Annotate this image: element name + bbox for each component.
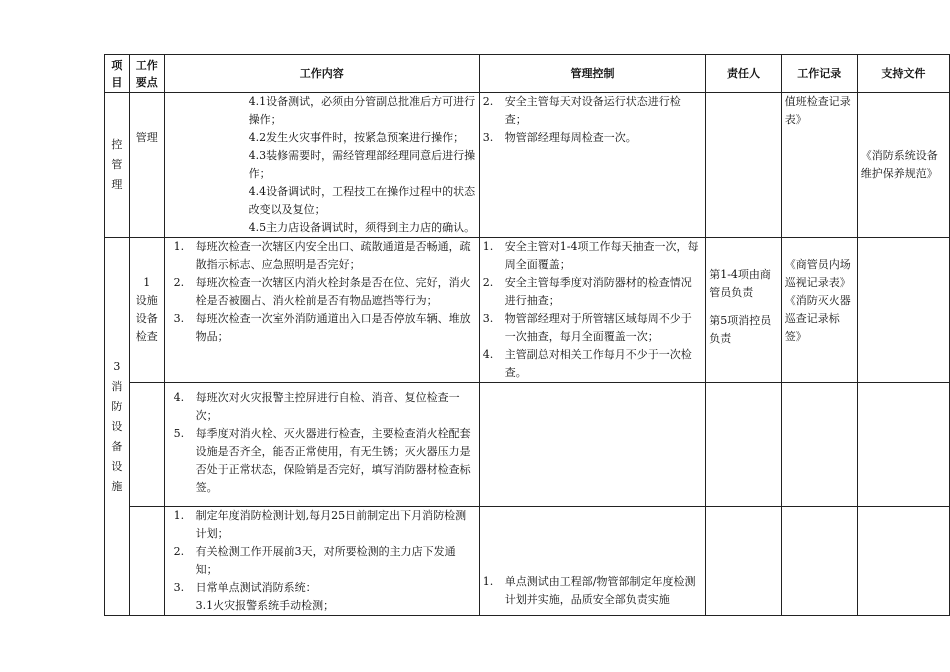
work-point-cell [129,93,164,238]
work-point-cell [129,383,164,507]
item-number: 2. [482,95,494,108]
work-record-cell [781,238,857,383]
item-number: 4. [482,348,494,361]
item-number: 1. [482,240,494,253]
list-item [483,129,702,147]
item-text: 每班次检查一次辖区内消火栓封条是否在位、完好，消火栓是否被圈占、消火栓前是否有物品遮挡等行为； [195,276,471,307]
list-item [483,346,702,382]
content-line: 4.4设备调试时，工程技工在操作过程中的状态改变以及复位； [248,185,476,216]
header-support-document: 支持文件 [857,55,949,93]
table-row-facility-check [105,238,950,383]
work-content-cell [164,383,479,507]
support-document-text: 《消防系统设备维护保养规范》 [860,149,938,180]
management-control-cell [479,93,705,238]
item-text: 制定年度消防检测计划,每月25日前制定出下月消防检测计划； [195,509,467,540]
item-number: 2. [173,276,185,289]
management-control-cell [479,383,705,507]
support-document-cell [857,93,949,238]
list-item [483,274,702,310]
management-control-cell [479,507,705,616]
list-item [174,310,476,346]
item-text: 物管部经理对于所管辖区域每周不少于一次抽查，每月全面覆盖一次； [504,312,692,343]
item-text: 有关检测工作开展前3天，对所要检测的主力店下发通知； [195,545,456,576]
item-number: 5. [173,427,185,440]
work-record-cell [781,507,857,616]
item-text: 物管部经理每周检查一次。 [504,131,637,144]
item-text: 每班次对火灾报警主控屏进行自检、消音、复位检查一次； [195,391,460,422]
responsible-text: 第1-4项由商管员负责 [709,268,771,299]
work-record-text: 值班检查记录表》 [784,95,851,126]
list-item [174,543,476,579]
list-item [174,579,476,597]
project-cell-fire-equipment [105,238,130,616]
project-label: 3 消防设备设施 [111,359,123,493]
header-work-point: 工作要点 [129,55,164,93]
work-content-cell [164,238,479,383]
item-number: 1. [173,240,185,253]
table-row-fire-alarm-check [105,383,950,507]
header-work-record: 工作记录 [781,55,857,93]
table-row-fire-detection [105,507,950,616]
work-point-label: 管理 [135,131,158,144]
table-row-management [105,93,950,238]
project-label: 控管理 [111,138,123,191]
work-content-cell [164,93,479,238]
work-point-cell [129,507,164,616]
item-number: 2. [173,545,185,558]
item-number: 1. [173,509,185,522]
list-item [174,238,476,274]
header-responsible-person: 责任人 [706,55,782,93]
support-document-cell [857,383,949,507]
work-record-cell [781,93,857,238]
content-line: 4.3装修需要时，需经管理部经理同意后进行操作； [248,149,476,180]
work-record-cell [781,383,857,507]
responsible-cell [706,383,782,507]
item-text: 每班次检查一次室外消防通道出入口是否停放车辆、堆放物品； [195,312,471,343]
item-text: 每季度对消火栓、灭火器进行检查，主要检查消火栓配套设施是否齐全，能否正常使用，有无生锈；灭火器压力是否处于正常状态，保险销是否完好，填写消防器材检查标签。 [195,427,471,494]
project-cell-control-management [105,93,130,238]
header-row [105,55,950,93]
content-line: 4.5主力店设备调试时，须得到主力店的确认。 [248,221,476,234]
item-text: 日常单点测试消防系统： [195,581,317,594]
support-document-cell [857,507,949,616]
list-item [174,274,476,310]
item-number: 2. [482,276,494,289]
responsible-cell [706,507,782,616]
list-item [174,507,476,543]
sub-item-text: 3.1火灾报警系统手动检测； [195,599,335,612]
item-number: 1. [482,575,494,588]
support-document-cell [857,238,949,383]
work-point-label: 1 设施设备检查 [135,276,158,343]
work-point-cell [129,238,164,383]
item-number: 3. [173,312,185,325]
item-text: 安全主管每季度对消防器材的检查情况进行抽查； [504,276,692,307]
item-text: 每班次检查一次辖区内安全出口、疏散通道是否畅通，疏散指示标志、应急照明是否完好； [195,240,471,271]
list-item [174,425,476,497]
item-number: 3. [482,312,494,325]
list-item [483,310,702,346]
item-text: 主管副总对相关工作每月不少于一次检查。 [504,348,692,379]
fire-safety-management-table [104,54,950,616]
header-work-content: 工作内容 [164,55,479,93]
responsible-cell [706,238,782,383]
list-item [483,238,702,274]
work-record-text: 《商管员内场巡视记录表》 [784,258,851,289]
item-number: 3. [482,131,494,144]
item-text: 单点测试由工程部/物管部制定年度检测计划并实施，品质安全部负责实施 [504,575,696,606]
header-management-control: 管理控制 [479,55,705,93]
responsible-cell [706,93,782,238]
content-line: 4.2发生火灾事件时，按紧急预案进行操作； [248,131,465,144]
work-content-cell [164,507,479,616]
content-line: 4.1设备测试，必须由分管副总批准后方可进行操作； [248,95,476,126]
work-record-text: 《消防灭火器巡查记录标签》 [784,294,851,343]
item-text: 安全主管每天对设备运行状态进行检查； [504,95,681,126]
item-number: 3. [173,581,185,594]
responsible-text: 第5项消控员负责 [709,314,772,345]
list-item [174,389,476,425]
header-project: 项目 [105,55,130,93]
item-number: 4. [173,391,185,404]
item-text: 安全主管对1-4项工作每天抽查一次，每周全面覆盖； [504,240,699,271]
management-control-cell [479,238,705,383]
list-item [483,93,702,129]
list-item [483,573,702,609]
